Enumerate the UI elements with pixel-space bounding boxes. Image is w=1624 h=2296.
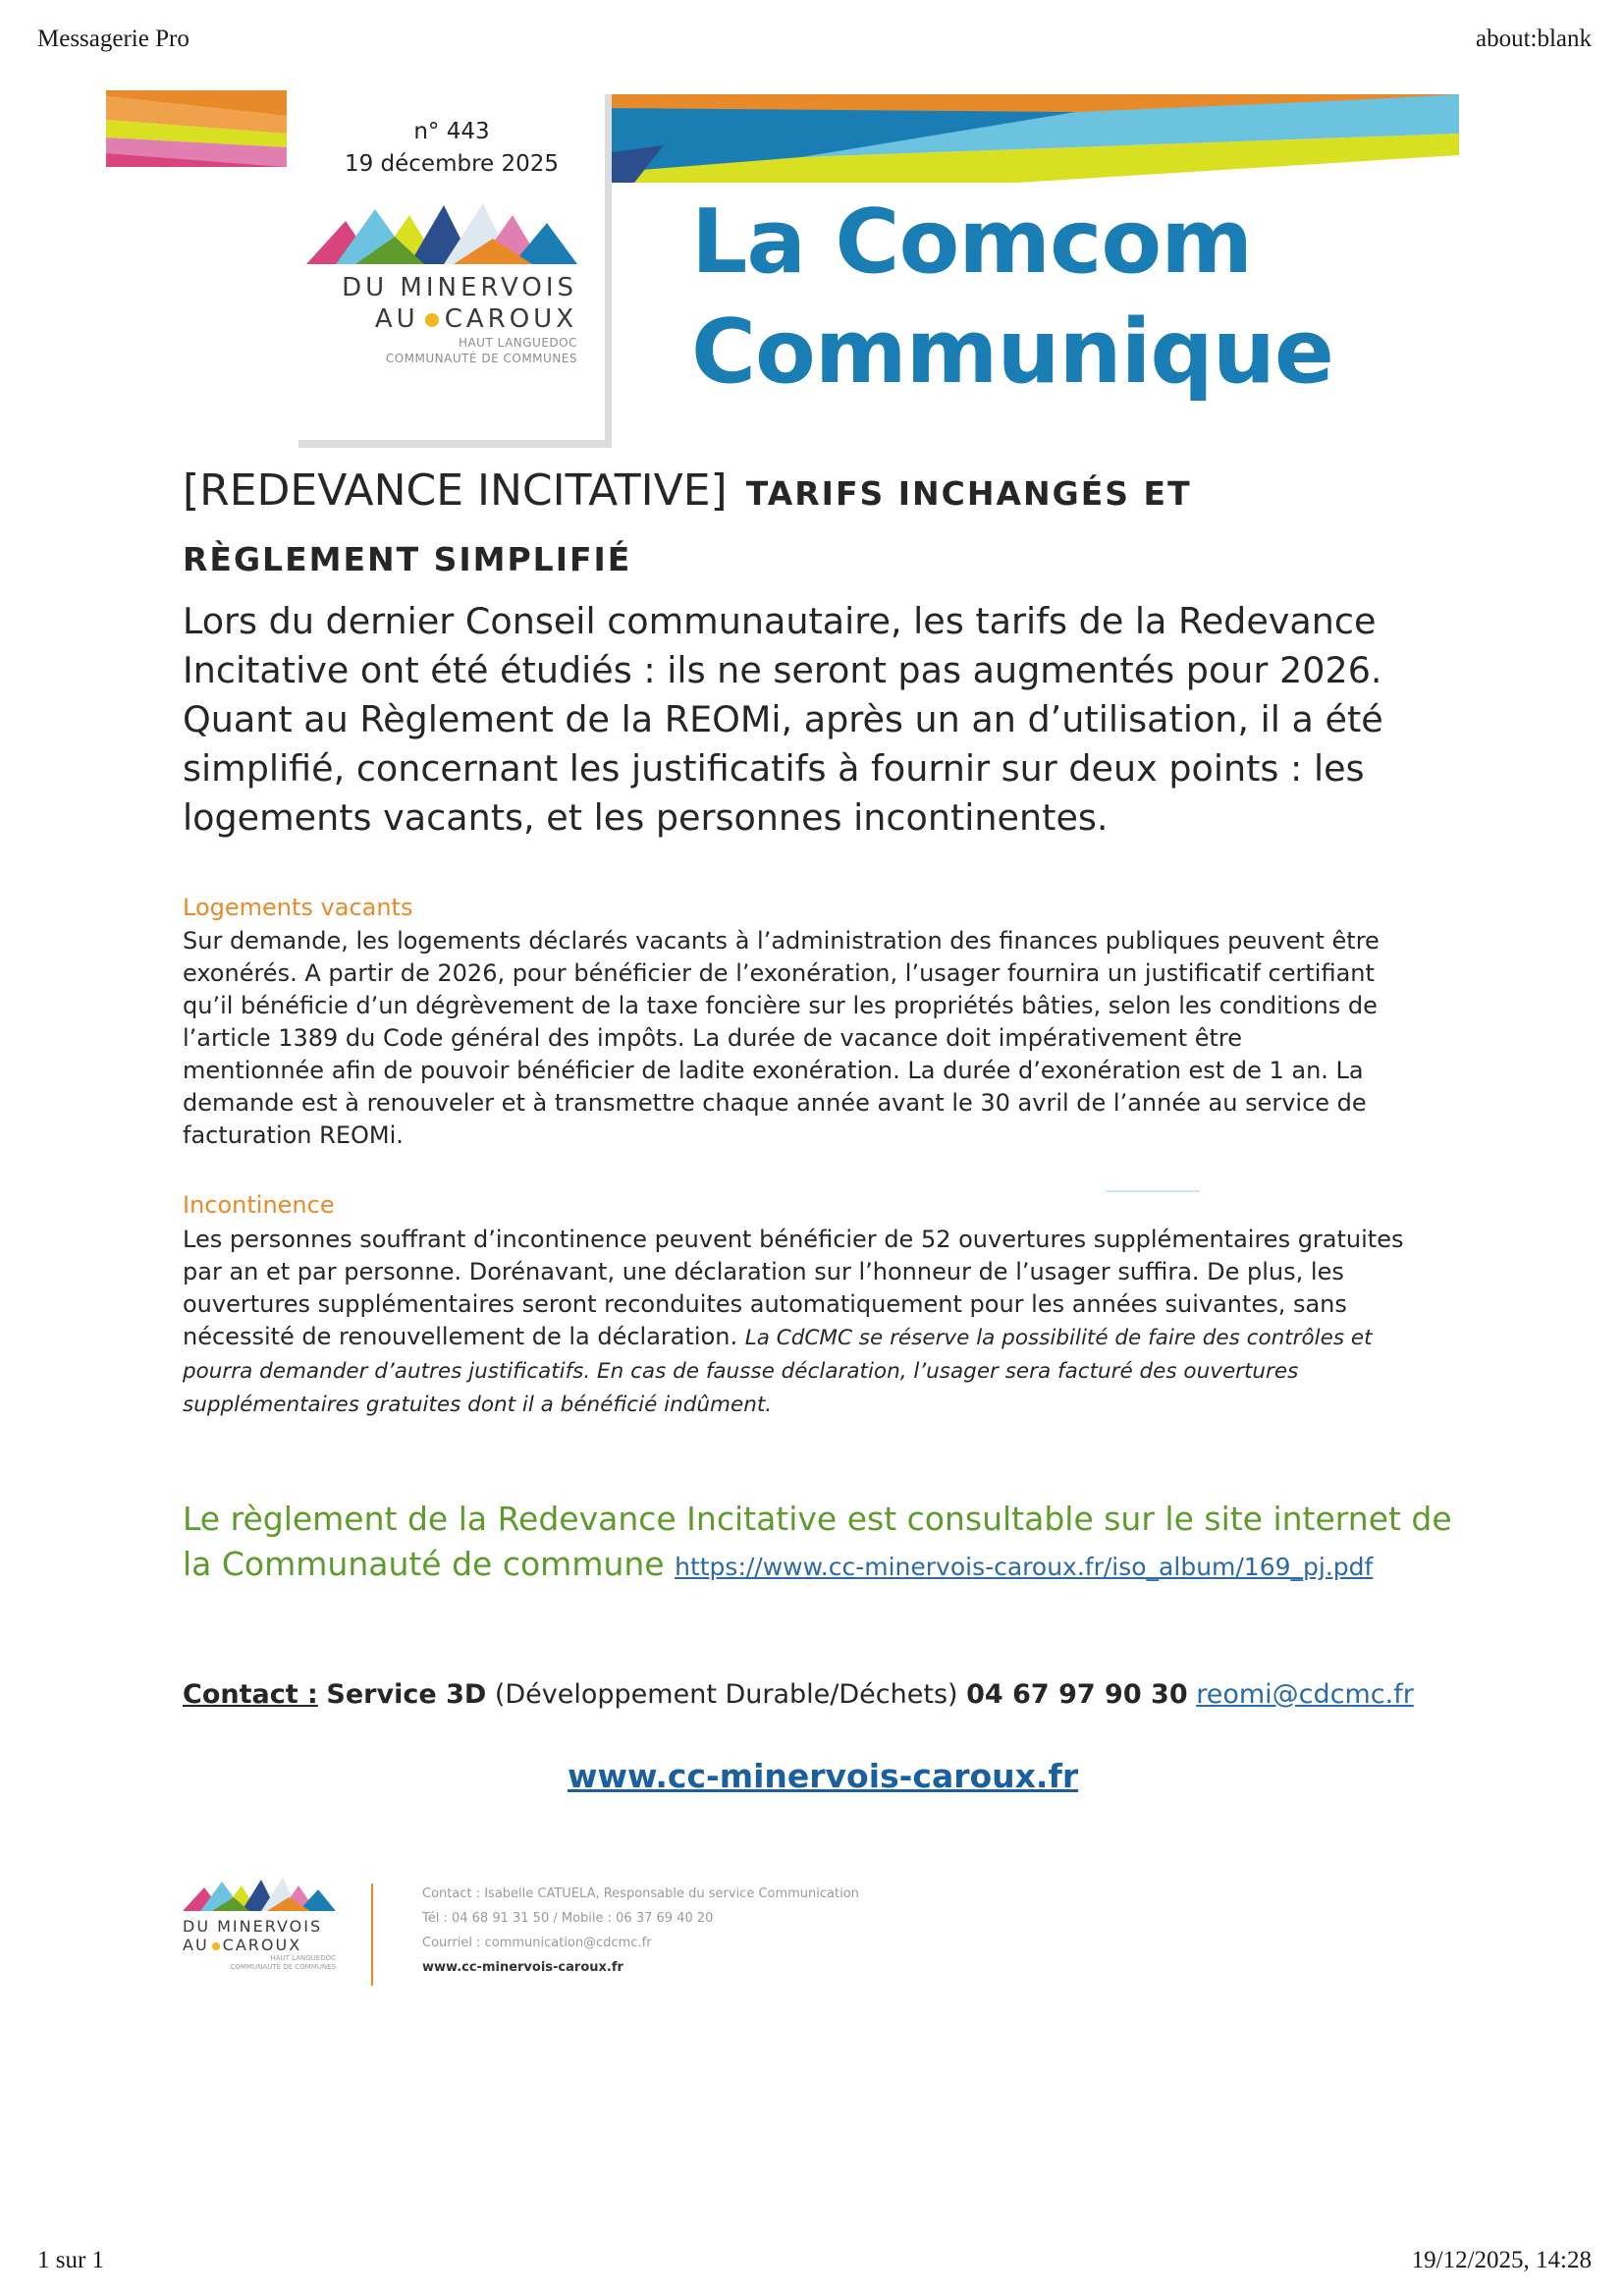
footer-contact: Contact : Isabelle CATUELA, Responsable du service Communication <box>422 1886 859 1901</box>
logo-mountains-icon <box>306 201 577 264</box>
print-header-left: Messagerie Pro <box>37 26 189 52</box>
section-body-incontinence: Les personnes souffrant d’incontinence peuvent bénéficier de 52 ouvertures supplémentaires gratuites par an et par personne. Dorénavant, une déclaration sur l’honneur de l’usager suffira. De plus, les ouvertures supplémentaires seront reconduites automatiquement pour les années suivantes, sans nécessité de renouvellement de la déclaration. La CdCMC se réserve la possibilité de faire des contrôles et pourra demander d’autres justificatifs. En cas de fausse déclaration, l’usager sera facturé des ouvertures supplémentaires gratuites dont il a bénéficié indûment. <box>183 1226 1404 1417</box>
website-link[interactable]: www.cc-minervois-caroux.fr <box>568 1757 1079 1795</box>
masthead-line1: La Comcom <box>691 191 1253 294</box>
footer-divider <box>371 1884 373 1986</box>
footer-tel: Tél : 04 68 91 31 50 / Mobile : 06 37 69 40 20 <box>422 1911 714 1926</box>
footer-logo-sub2: COMMUNAUTÉ DE COMMUNES <box>230 1963 336 1971</box>
reglement-block <box>183 1497 1479 1590</box>
footer-logo-line1: DU MINERVOIS <box>183 1917 323 1936</box>
footer-logo-mountains-icon <box>183 1878 336 1911</box>
footer-logo-sub1: HAUT LANGUEDOC <box>270 1954 336 1962</box>
contact-line <box>183 1679 1414 1710</box>
logo-sub2: COMMUNAUTÉ DE COMMUNES <box>385 352 577 365</box>
logo-line1: DU MINERVOIS <box>342 273 577 302</box>
frame-vertical <box>605 94 612 448</box>
masthead-line2: Communique <box>691 301 1333 404</box>
logo <box>306 201 577 388</box>
footer-mail: Courriel : communication@cdcmc.fr <box>422 1936 652 1950</box>
logo-line2: AU CAROUX <box>374 304 577 334</box>
reglement-link[interactable]: https://www.cc-minervois-caroux.fr/iso_album/169_pj.pdf <box>675 1553 1374 1581</box>
footer-logo-dot-icon <box>212 1942 220 1950</box>
contact-phone: 04 67 97 90 30 <box>966 1679 1188 1710</box>
footer-contact-block <box>422 1882 859 1980</box>
contact-label: Contact : <box>183 1679 318 1710</box>
section-title-incontinence: Incontinence <box>183 1191 335 1219</box>
heading-caps2: RÈGLEMENT SIMPLIFIÉ <box>183 540 632 578</box>
logo-dot-icon <box>425 313 439 327</box>
article-heading <box>183 465 1192 516</box>
banner-stripes-right <box>605 94 1459 183</box>
logo-sub1: HAUT LANGUEDOC <box>458 336 577 350</box>
heading-caps1: TARIFS INCHANGÉS ET <box>745 474 1192 513</box>
section-title-vacants: Logements vacants <box>183 894 413 921</box>
footer-logo-line2: AU CAROUX <box>183 1936 302 1954</box>
contact-service: Service 3D <box>326 1679 487 1710</box>
heading-main: [REDEVANCE INCITATIVE] <box>183 465 728 516</box>
reglement-line1: Le règlement de la Redevance Incitative est consultable sur le site internet de <box>183 1500 1452 1538</box>
banner-stripes-left <box>106 90 287 169</box>
section-body-vacants: Sur demande, les logements déclarés vacants à l’administration des finances publiques peuvent être exonérés. A partir de 2026, pour bénéficier de l’exonération, l’usager fournira un justificatif certifiant qu’il bénéficie d’un dégrèvement de la taxe foncière sur les propriétés bâties, selon les conditions de l’article 1389 du Code général des impôts. La durée de vacance doit impérativement être mentionnée afin de pouvoir bénéficier de ladite exonération. La durée d’exonération est de 1 an. La demande est à renouveler et à transmettre chaque année avant le 30 avril de l’année au service de facturation REOMi. <box>183 927 1380 1149</box>
contact-email-link[interactable]: reomi@cdcmc.fr <box>1196 1679 1414 1710</box>
decorative-line <box>1106 1190 1200 1192</box>
print-footer-right: 19/12/2025, 14:28 <box>1411 2247 1592 2273</box>
footer-site: www.cc-minervois-caroux.fr <box>422 1960 623 1975</box>
contact-detail: (Développement Durable/Déchets) <box>494 1679 958 1710</box>
reglement-line2: la Communauté de commune <box>183 1545 665 1583</box>
issue-info <box>324 116 579 181</box>
lead-paragraph: Lors du dernier Conseil communautaire, les tarifs de la Redevance Incitative ont été étudiés : ils ne seront pas augmentés pour 2026. Quant au Règlement de la REOMi, après un an d’utilisation, il a été simplifié, concernant les justificatifs à fournir sur deux points : les logements vacants, et les personnes incontinentes. <box>183 600 1383 839</box>
print-footer-left: 1 sur 1 <box>37 2247 105 2273</box>
print-header-right: about:blank <box>1475 26 1592 52</box>
issue-number: n° 443 <box>413 119 490 144</box>
issue-date: 19 décembre 2025 <box>344 151 560 177</box>
frame-horizontal <box>298 440 611 448</box>
footer-logo <box>183 1878 336 1986</box>
